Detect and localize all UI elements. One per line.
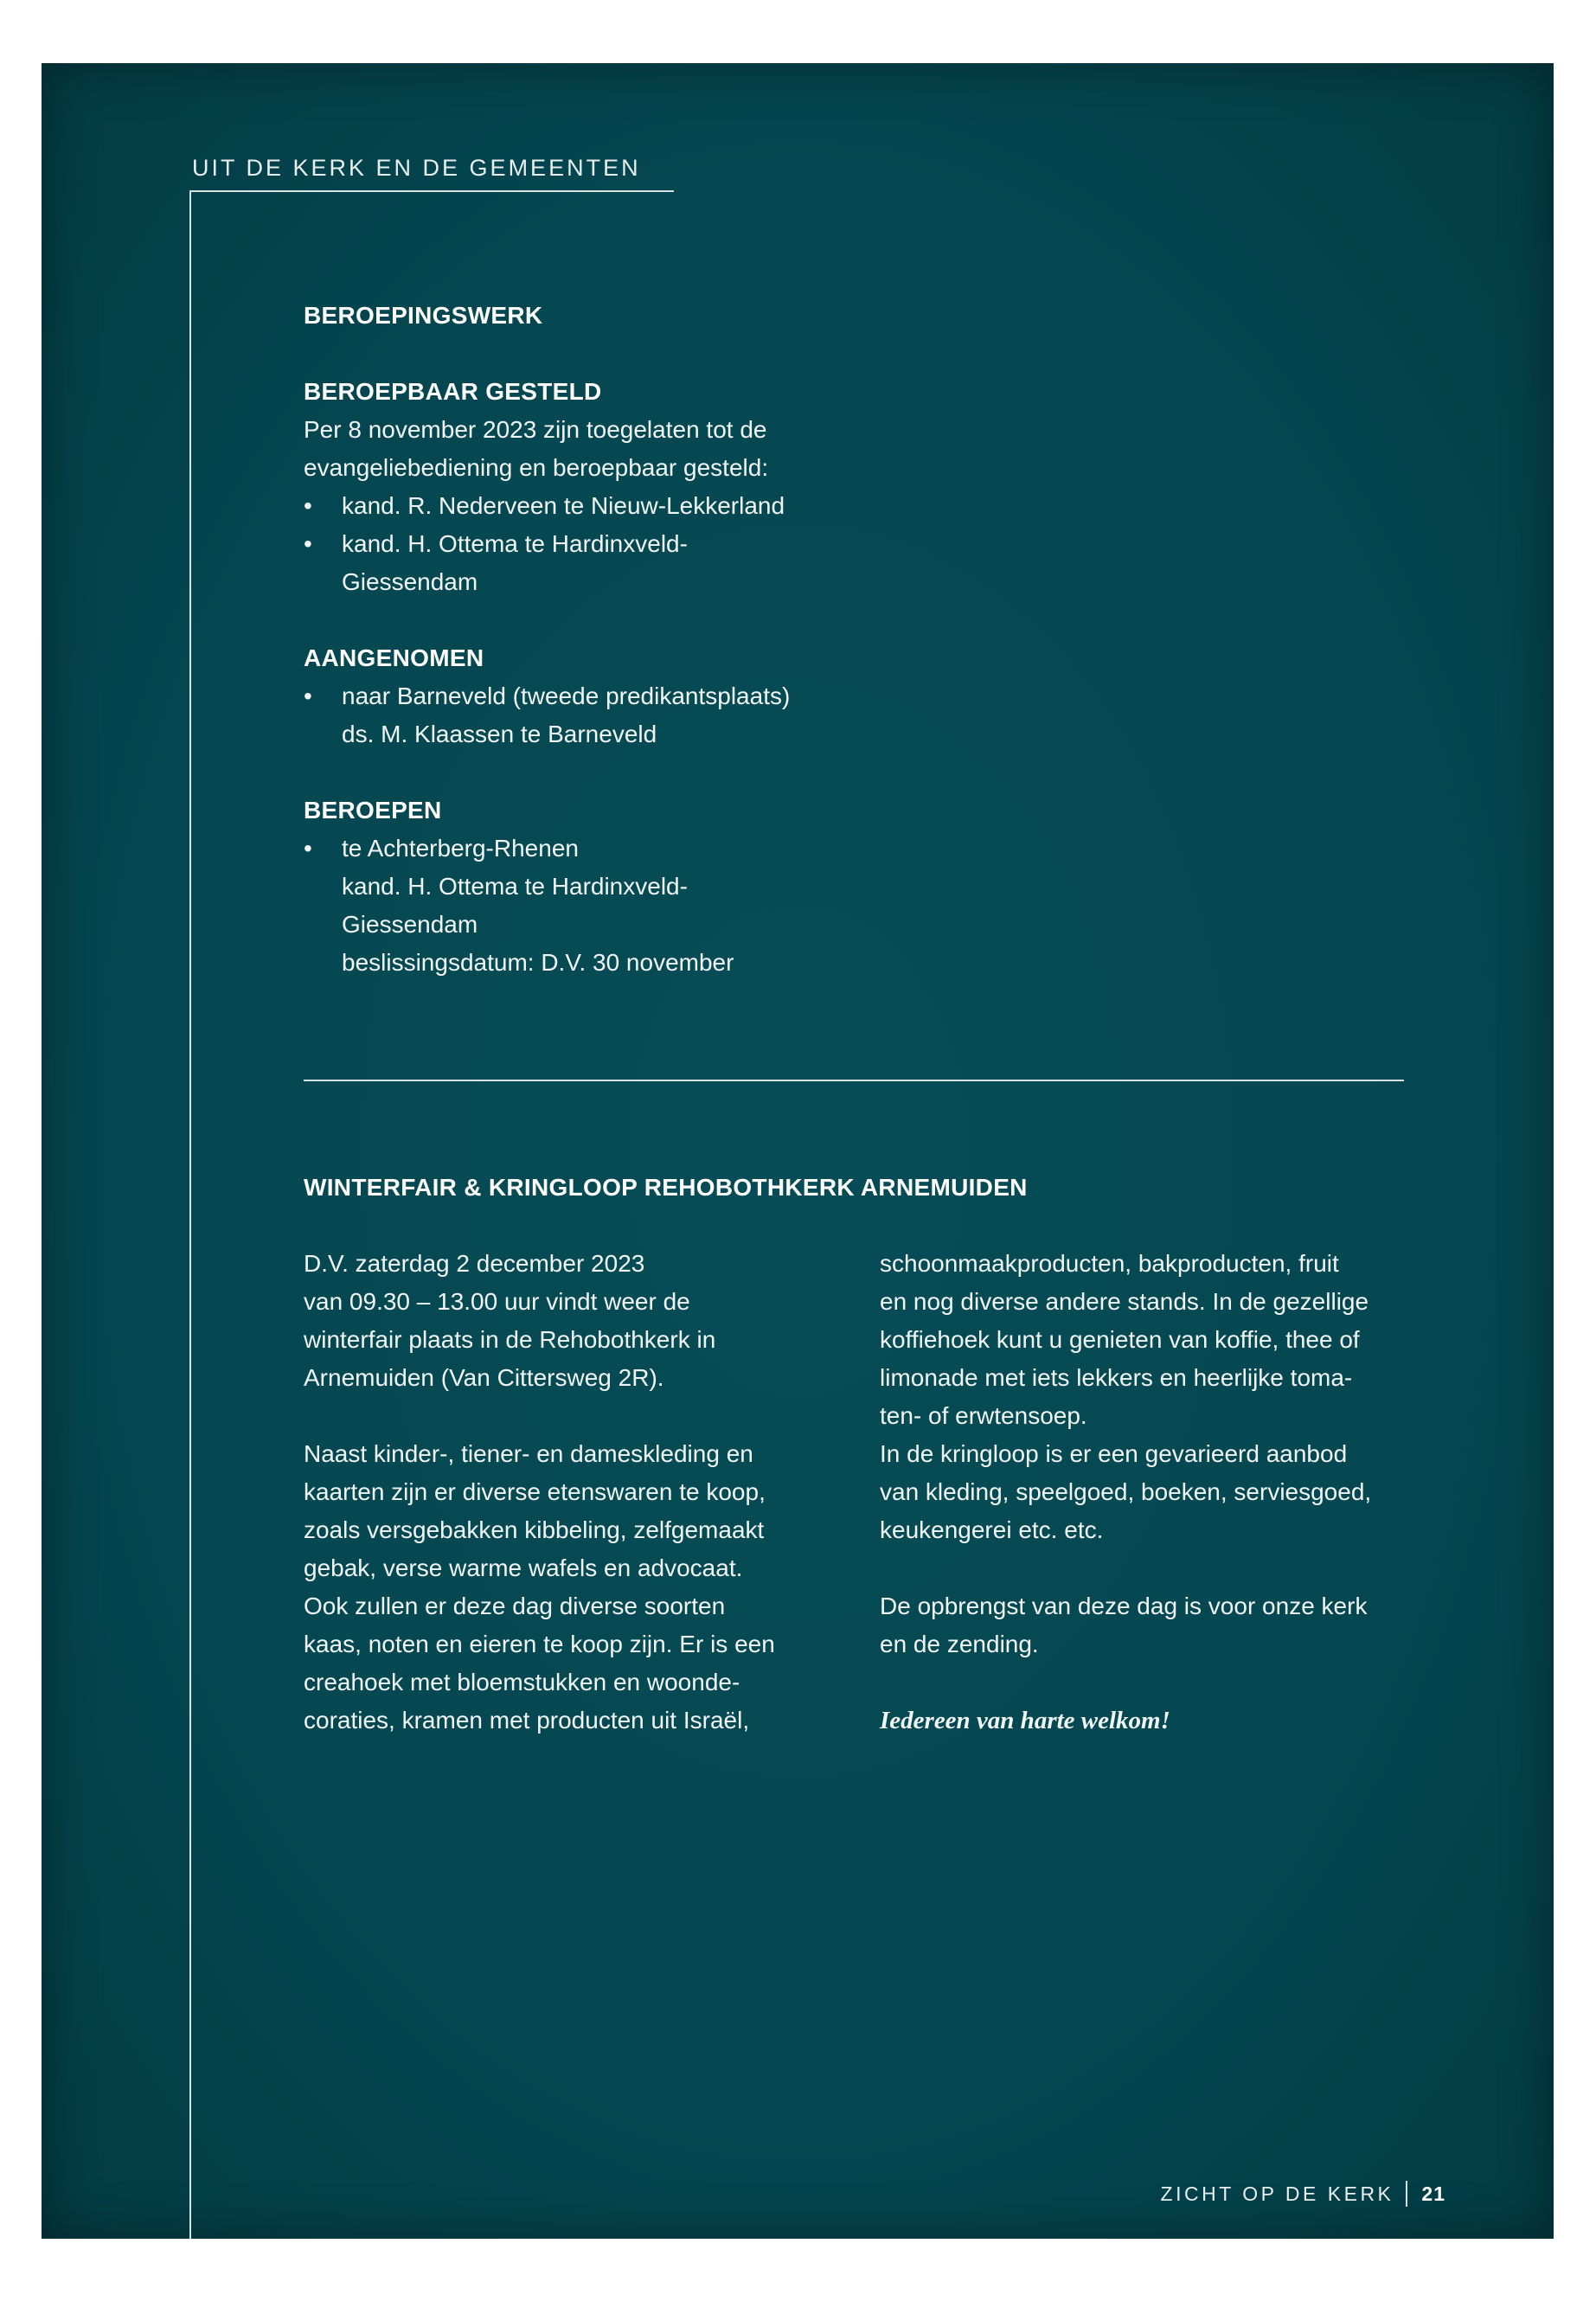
aangenomen-item-1-line2: ds. M. Klaassen te Barneveld bbox=[342, 721, 657, 747]
winterfair-heading-wrap bbox=[304, 1169, 1028, 1207]
beroepbaar-intro-line1: Per 8 november 2023 zijn toegelaten tot de bbox=[304, 416, 767, 443]
aangenomen-item-1-line1: naar Barneveld (tweede predikantsplaats) bbox=[342, 683, 791, 709]
winterfair-right-line: schoonmaakproducten, bakproducten, fruit bbox=[880, 1250, 1339, 1277]
winterfair-right-line: en de zending. bbox=[880, 1631, 1039, 1657]
beroepen-item-1-line2: kand. H. Ottema te Hardinxveld- bbox=[342, 873, 688, 900]
winterfair-right-line: In de kringloop is er een gevarieerd aanbod bbox=[880, 1440, 1348, 1467]
bullet-icon: • bbox=[304, 835, 312, 862]
winterfair-left-line: D.V. zaterdag 2 december 2023 bbox=[304, 1250, 645, 1277]
beroepingswerk-section bbox=[304, 297, 790, 982]
magazine-name: ZICHT OP DE KERK bbox=[1160, 2182, 1394, 2205]
section-label: UIT DE KERK EN DE GEMEENTEN bbox=[192, 155, 641, 181]
winterfair-left-line: kaarten zijn er diverse etenswaren te koop, bbox=[304, 1478, 766, 1505]
vertical-rule bbox=[189, 190, 191, 2239]
winterfair-left-line: winterfair plaats in de Rehobothkerk in bbox=[304, 1326, 716, 1353]
magazine-page bbox=[42, 63, 1554, 2239]
beroepbaar-item-2-line2: Giessendam bbox=[342, 568, 478, 595]
winterfair-left-line: kaas, noten en eieren te koop zijn. Er is een bbox=[304, 1631, 775, 1657]
bullet-icon: • bbox=[304, 683, 312, 709]
winterfair-right-column bbox=[880, 1245, 1433, 1740]
page-number: 21 bbox=[1421, 2182, 1445, 2205]
winterfair-right-line: limonade met iets lekkers en heerlijke toma- bbox=[880, 1364, 1353, 1391]
winterfair-heading: WINTERFAIR & KRINGLOOP REHOBOTHKERK ARNEMUIDEN bbox=[304, 1174, 1028, 1201]
winterfair-left-column bbox=[304, 1245, 823, 1740]
beroepingswerk-title: BEROEPINGSWERK bbox=[304, 302, 543, 329]
winterfair-right-line: van kleding, speelgoed, boeken, serviesgoed, bbox=[880, 1478, 1372, 1505]
winterfair-right-line: keukengerei etc. etc. bbox=[880, 1516, 1104, 1543]
winterfair-left-line: Naast kinder-, tiener- en dameskleding en bbox=[304, 1440, 753, 1467]
beroepen-item-1-line4: beslissingsdatum: D.V. 30 november bbox=[342, 949, 734, 976]
winterfair-left-line: gebak, verse warme wafels en advocaat. bbox=[304, 1554, 743, 1581]
winterfair-right-line: ten- of erwtensoep. bbox=[880, 1402, 1087, 1429]
beroepbaar-intro-line2: evangeliebediening en beroepbaar gesteld: bbox=[304, 454, 769, 481]
beroepbaar-item-1-text: kand. R. Nederveen te Nieuw-Lekkerland bbox=[342, 492, 785, 519]
beroepen-item-1 bbox=[304, 830, 790, 868]
winterfair-left-line: creahoek met bloemstukken en woonde- bbox=[304, 1669, 740, 1695]
page-footer bbox=[1161, 2181, 1445, 2207]
beroepbaar-heading: BEROEPBAAR GESTELD bbox=[304, 378, 602, 405]
paragraph-gap bbox=[304, 1397, 823, 1435]
beroepen-heading: BEROEPEN bbox=[304, 797, 442, 824]
beroepbaar-item-2-line1: kand. H. Ottema te Hardinxveld- bbox=[342, 530, 688, 557]
aangenomen-heading: AANGENOMEN bbox=[304, 644, 484, 671]
winterfair-left-line: Ook zullen er deze dag diverse soorten bbox=[304, 1593, 726, 1619]
bullet-icon: • bbox=[304, 530, 312, 557]
aangenomen-item-1 bbox=[304, 677, 790, 715]
paragraph-gap bbox=[880, 1663, 1433, 1702]
beroepbaar-item-1 bbox=[304, 487, 790, 525]
beroepen-item-1-line3: Giessendam bbox=[342, 911, 478, 938]
beroepen-item-1-line1: te Achterberg-Rhenen bbox=[342, 835, 579, 862]
winterfair-left-line: zoals versgebakken kibbeling, zelfgemaakt bbox=[304, 1516, 765, 1543]
paragraph-gap bbox=[880, 1549, 1433, 1587]
footer-separator bbox=[1406, 2181, 1407, 2207]
winterfair-left-line: Arnemuiden (Van Cittersweg 2R). bbox=[304, 1364, 664, 1391]
welcome-text: Iedereen van harte welkom! bbox=[880, 1707, 1170, 1734]
winterfair-right-line: en nog diverse andere stands. In de gezellige bbox=[880, 1288, 1369, 1315]
section-label-underline bbox=[189, 190, 674, 192]
bullet-icon: • bbox=[304, 492, 312, 519]
winterfair-right-line: De opbrengst van deze dag is voor onze kerk bbox=[880, 1593, 1368, 1619]
beroepbaar-item-2 bbox=[304, 525, 790, 563]
section-divider bbox=[304, 1080, 1404, 1081]
winterfair-left-line: coraties, kramen met producten uit Israël, bbox=[304, 1707, 750, 1734]
winterfair-left-line: van 09.30 – 13.00 uur vindt weer de bbox=[304, 1288, 690, 1315]
winterfair-right-line: koffiehoek kunt u genieten van koffie, thee of bbox=[880, 1326, 1360, 1353]
